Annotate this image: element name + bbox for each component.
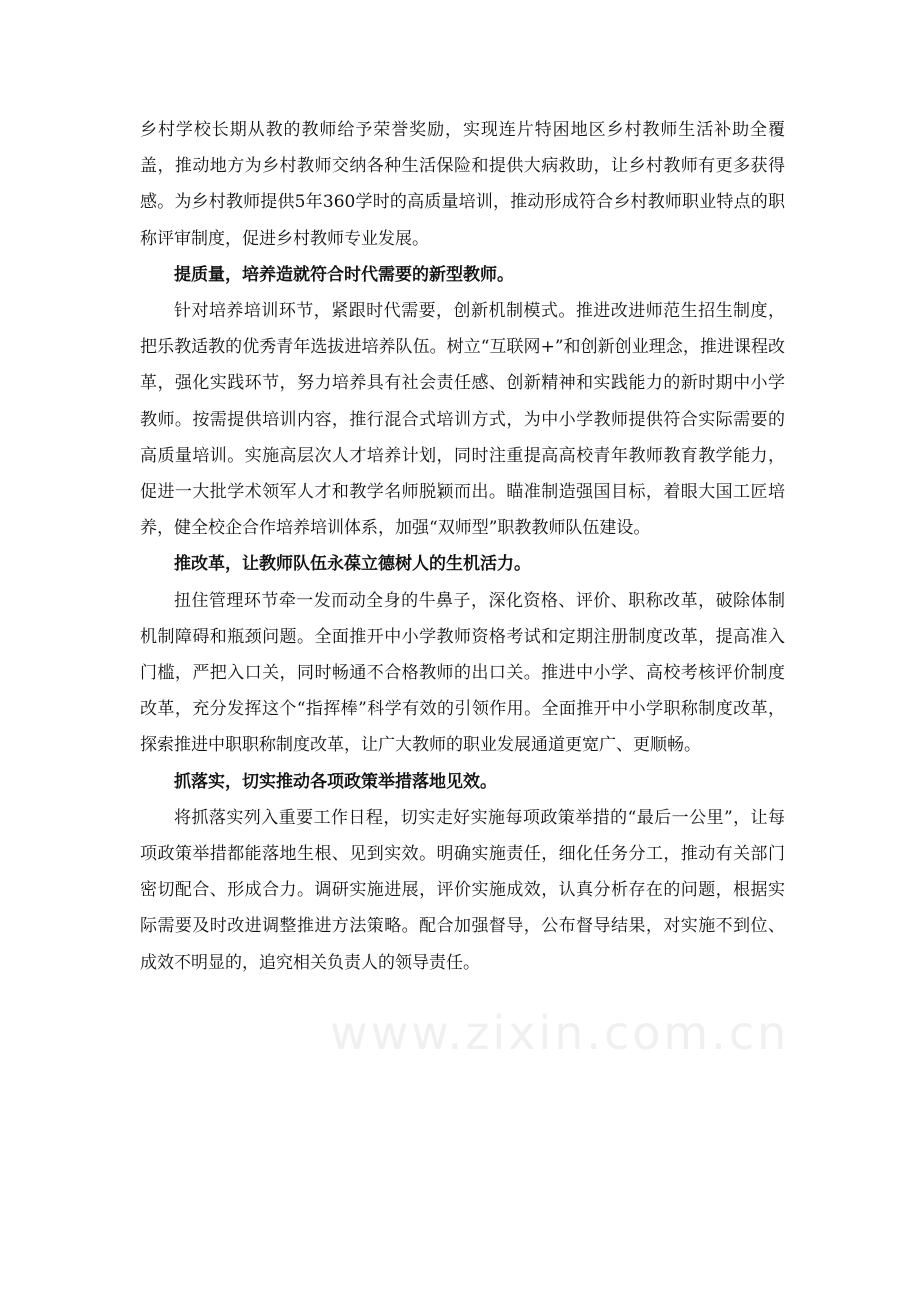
body-text: [140, 112, 785, 981]
paragraph-quality: 针对培养培训环节，紧跟时代需要，创新机制模式。推进改进师范生招生制度，把乐教适教的优秀青年选拔进培养队伍。树立“互联网+”和创新创业理念，推进课程改革，强化实践环节，努力培养具有社会责任感、创新精神和实践能力的新时期中小学教师。按需提供培训内容，推行混合式培训方式，为中小学教师提供符合实际需要的高质量培训。实施高层次人才培养计划，同时注重提高高校青年教师教育教学能力，促进一大批学术领军人才和教学名师脱颖而出。瞄准制造强国目标，着眼大国工匠培养，健全校企合作培养培训体系，加强“双师型”职教教师队伍建设。: [140, 301, 785, 539]
section-heading-quality: 提质量，培养造就符合时代需要的新型教师。: [174, 264, 514, 285]
section-heading-implementation: 抓落实，切实推动各项政策举措落地见效。: [174, 771, 497, 792]
section-heading-reform: 推改革，让教师队伍永葆立德树人的生机活力。: [174, 554, 531, 575]
paragraph-reform: 扭住管理环节牵一发而动全身的牛鼻子，深化资格、评价、职称改革，破除体制机制障碍和瓶颈问题。全面推开中小学教师资格考试和定期注册制度改革，提高准入门槛，严把入口关，同时畅通不合格教师的出口关。推进中小学、高校考核评价制度改革，充分发挥这个“指挥棒”科学有效的引领作用。全面推开中小学职称制度改革，探索推进中职职称制度改革，让广大教师的职业发展通道更宽广、更顺畅。: [140, 590, 785, 756]
paragraph-implementation: 将抓落实列入重要工作日程，切实走好实施每项政策举措的“最后一公里”，让每项政策举措都能落地生根、见到实效。明确实施责任，细化任务分工，推动有关部门密切配合、形成合力。调研实施进展，评价实施成效，认真分析存在的问题，根据实际需要及时改进调整推进方法策略。配合加强督导，公布督导结果，对实施不到位、成效不明显的，追究相关负责人的领导责任。: [140, 807, 785, 973]
paragraph-continued: 乡村学校长期从教的教师给予荣誉奖励，实现连片特困地区乡村教师生活补助全覆盖，推动地方为乡村教师交纳各种生活保险和提供大病救助，让乡村教师有更多获得感。为乡村教师提供5年360学时的高质量培训，推动形成符合乡村教师职业特点的职称评审制度，促进乡村教师专业发展。: [140, 120, 785, 249]
watermark: www.zixin.com.cn: [330, 1006, 790, 1060]
